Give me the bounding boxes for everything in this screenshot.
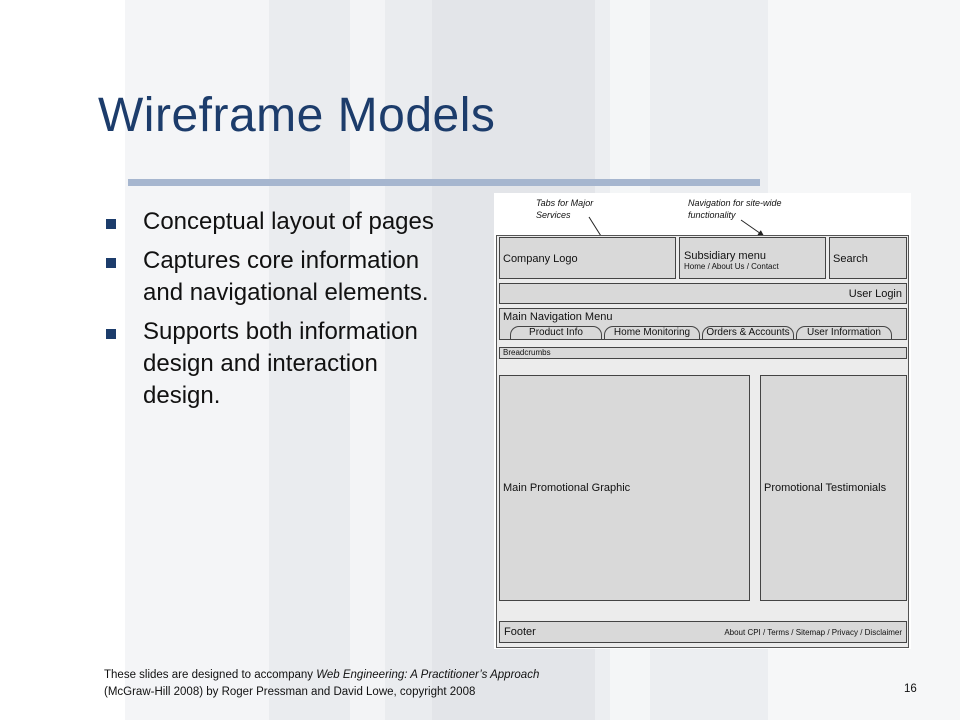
bullet-item — [104, 206, 434, 238]
annotation-navigation: Navigation for site-wide functionality — [688, 198, 782, 220]
footer-line-2: (McGraw-Hill 2008) by Roger Pressman and David Lowe, copyright 2008 — [104, 686, 476, 698]
wireframe-diagram — [494, 193, 911, 649]
book-title: Web Engineering: A Practitioner’s Approach — [316, 669, 540, 681]
footer-bar — [499, 621, 907, 643]
breadcrumbs-label: Breadcrumbs — [503, 348, 551, 357]
footer-label: Footer — [504, 626, 536, 638]
company-logo-label: Company Logo — [503, 253, 578, 265]
bullet-item — [104, 245, 434, 309]
company-logo-box — [499, 237, 676, 279]
bullet-item — [104, 316, 434, 412]
nav-tab: Orders & Accounts — [702, 326, 794, 339]
bullet-square-icon — [106, 219, 116, 229]
footer-line-1 — [104, 667, 539, 684]
user-login-bar — [499, 283, 907, 304]
annotation-tabs: Tabs for Major Services — [536, 198, 594, 220]
subsidiary-menu-label: Subsidiary menu — [684, 250, 766, 262]
nav-tab: User Information — [796, 326, 892, 339]
testimonials-box — [760, 375, 907, 601]
bullet-square-icon — [106, 329, 116, 339]
search-label: Search — [833, 253, 868, 265]
bullet-square-icon — [106, 258, 116, 268]
search-box — [829, 237, 907, 279]
footer-text: These slides are designed to accompany — [104, 669, 317, 681]
slide-title: Wireframe Models — [98, 89, 496, 142]
testimonials-label: Promotional Testimonials — [764, 482, 887, 494]
bullet-text: Supports both information design and interaction design. — [143, 318, 418, 409]
subsidiary-links: Home / About Us / Contact — [684, 262, 779, 271]
bullet-text: Conceptual layout of pages — [143, 208, 434, 235]
user-login-label: User Login — [848, 288, 902, 300]
title-underline — [128, 179, 760, 186]
page-number: 16 — [904, 683, 917, 695]
nav-tab: Home Monitoring — [604, 326, 700, 339]
footer-links: About CPI / Terms / Sitemap / Privacy / Disclaimer — [724, 628, 902, 637]
main-graphic-box — [499, 375, 750, 601]
main-navigation-label: Main Navigation Menu — [503, 311, 613, 323]
nav-tab: Product Info — [510, 326, 602, 339]
bullet-text: Captures core information and navigational elements. — [143, 247, 429, 306]
subsidiary-menu-box — [679, 237, 826, 279]
breadcrumbs-bar — [499, 347, 907, 359]
main-graphic-label: Main Promotional Graphic — [503, 482, 631, 494]
bullet-list — [104, 206, 434, 419]
slide-footer-note — [104, 667, 539, 701]
arrow-to-subsidiary — [741, 220, 764, 236]
